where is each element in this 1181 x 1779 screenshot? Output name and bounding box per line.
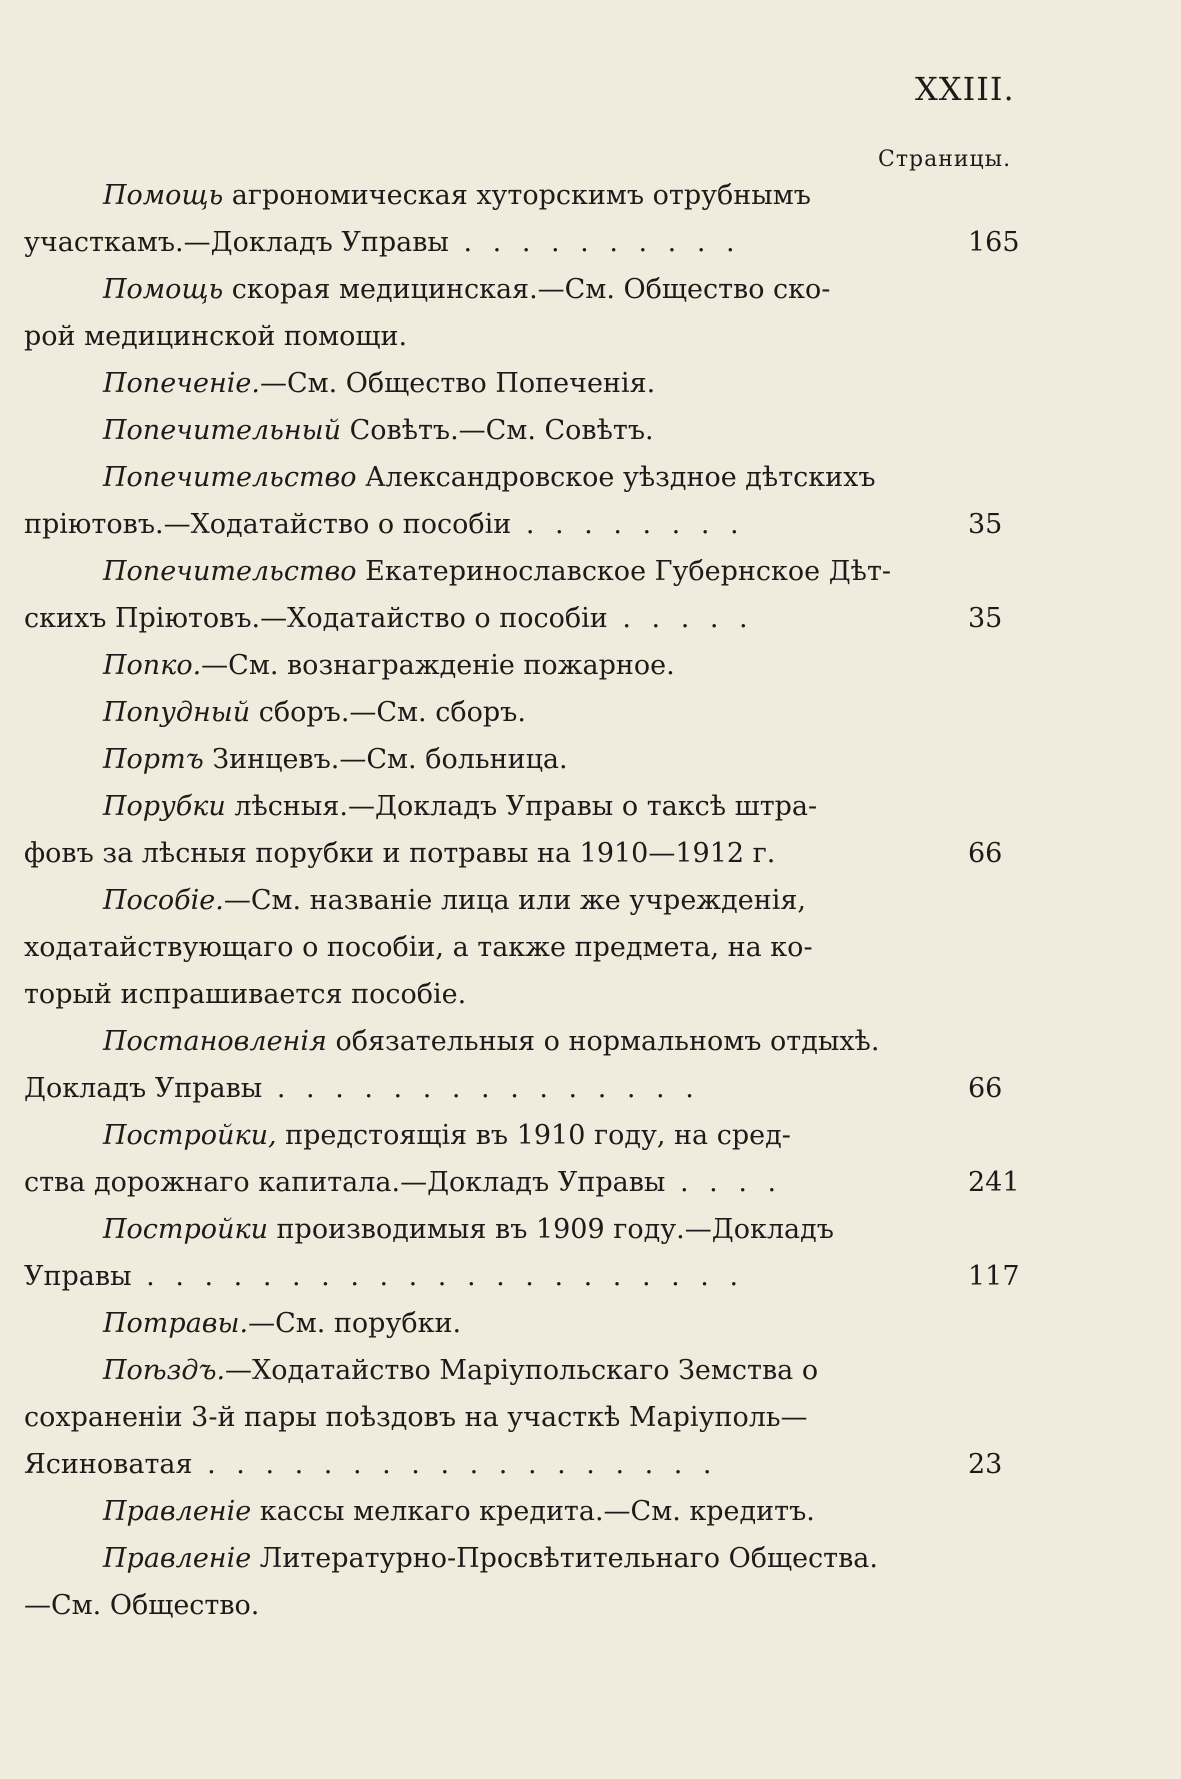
entry-text: ства дорожнаго капитала.—Докладъ Управы	[24, 1167, 666, 1198]
index-entry	[24, 266, 1024, 360]
index-entry	[24, 1488, 1024, 1535]
entry-line	[24, 1018, 1024, 1065]
entry-text: —См. Общество.	[24, 1590, 260, 1621]
entry-term: Попеченіе.	[103, 368, 260, 399]
entry-line	[24, 172, 1024, 219]
entry-term: Правленіе	[103, 1543, 252, 1574]
entry-line	[24, 1535, 1024, 1582]
entry-text: пріютовъ.—Ходатайство о пособіи	[24, 509, 512, 540]
page-reference: 165	[968, 227, 1020, 258]
page-number: XXIII.	[915, 70, 1015, 108]
entry-text: Совѣтъ.—См. Совѣтъ.	[341, 415, 654, 446]
index-entry	[24, 783, 1024, 877]
entry-text: Литературно-Просвѣтительнаго Общества.	[251, 1543, 878, 1574]
entry-text: производимыя въ 1909 году.—Докладъ	[267, 1214, 834, 1245]
entry-line	[24, 595, 1024, 642]
entry-term: Постановленія	[103, 1026, 327, 1057]
entry-line	[24, 313, 1024, 360]
entry-line	[24, 1394, 1024, 1441]
entry-text: Зинцевъ.—См. больница.	[203, 744, 568, 775]
entry-term: Помощь	[103, 180, 224, 211]
index-entry	[24, 1018, 1024, 1112]
entry-term: Постройки,	[103, 1120, 277, 1151]
entry-text: скорая медицинская.—См. Общество ско-	[223, 274, 831, 305]
entry-term: Помощь	[103, 274, 224, 305]
entry-text: предстоящія въ 1910 году, на сред-	[276, 1120, 791, 1151]
index-entry	[24, 1535, 1024, 1629]
entry-term: Попечительный	[103, 415, 341, 446]
entry-line	[24, 266, 1024, 313]
entry-line	[24, 1441, 1024, 1488]
entry-term: Порубки	[103, 791, 226, 822]
entry-line	[24, 783, 1024, 830]
entry-term: Попудный	[103, 697, 251, 728]
index-entry	[24, 360, 1024, 407]
entry-line	[24, 877, 1024, 924]
page-reference: 23	[968, 1449, 1003, 1480]
entry-text: обязательныя о нормальномъ отдыхѣ.	[326, 1026, 880, 1057]
entry-line	[24, 1112, 1024, 1159]
index-entry	[24, 1112, 1024, 1206]
entry-text: агрономическая хуторскимъ отрубнымъ	[223, 180, 811, 211]
entry-term: Пособіе.	[103, 885, 224, 916]
index-entries	[24, 172, 1024, 1629]
entry-text: —См. вознагражденіе пожарное.	[201, 650, 675, 681]
entry-term: Потравы.	[103, 1308, 249, 1339]
entry-term: Портъ	[103, 744, 204, 775]
entry-line	[24, 971, 1024, 1018]
index-entry	[24, 548, 1024, 642]
page-reference: 117	[968, 1261, 1020, 1292]
entry-line	[24, 407, 1024, 454]
entry-text: сборъ.—См. сборъ.	[250, 697, 526, 728]
entry-term: Попечительство	[103, 556, 357, 587]
entry-line	[24, 454, 1024, 501]
dot-leader: . . . . . . . . . . . . . . . . . .	[192, 1449, 718, 1480]
entry-line	[24, 501, 1024, 548]
entry-term: Постройки	[103, 1214, 268, 1245]
page-reference: 241	[968, 1167, 1020, 1198]
entry-line	[24, 924, 1024, 971]
entry-text: —См. порубки.	[248, 1308, 462, 1339]
index-entry	[24, 642, 1024, 689]
dot-leader: . . . . .	[607, 603, 754, 634]
dot-leader: . . . . . . . . . . . . . . . . . . . . .	[131, 1261, 745, 1292]
index-entry	[24, 172, 1024, 266]
entry-term: Правленіе	[103, 1496, 252, 1527]
entry-text: лѣсныя.—Докладъ Управы о таксѣ штра-	[225, 791, 818, 822]
index-entry	[24, 736, 1024, 783]
entry-text: Ясиноватая	[24, 1449, 193, 1480]
entry-line	[24, 219, 1024, 266]
index-entry	[24, 1206, 1024, 1300]
entry-term: Поѣздъ.	[103, 1355, 226, 1386]
index-entry	[24, 1347, 1024, 1488]
entry-text: Докладъ Управы	[24, 1073, 263, 1104]
entry-text: кассы мелкаго кредита.—См. кредитъ.	[251, 1496, 815, 1527]
page-reference: 35	[968, 509, 1003, 540]
entry-line	[24, 689, 1024, 736]
entry-line	[24, 1582, 1024, 1629]
page-reference: 66	[968, 1073, 1003, 1104]
index-entry	[24, 689, 1024, 736]
page-reference: 35	[968, 603, 1003, 634]
entry-line	[24, 1065, 1024, 1112]
entry-line	[24, 1206, 1024, 1253]
entry-line	[24, 736, 1024, 783]
entry-text: участкамъ.—Докладъ Управы	[24, 227, 449, 258]
entry-text: сохраненіи 3-й пары поѣздовъ на участкѣ Маріуполь—	[24, 1402, 808, 1433]
entry-line	[24, 1347, 1024, 1394]
entry-line	[24, 830, 1024, 877]
entry-term: Попко.	[103, 650, 202, 681]
entry-text: —См. Общество Попеченія.	[259, 368, 656, 399]
entry-text: фовъ за лѣсныя порубки и потравы на 1910—1912 г.	[24, 838, 776, 869]
entry-text: торый испрашивается пособіе.	[24, 979, 467, 1010]
entry-text: —Ходатайство Маріупольскаго Земства о	[225, 1355, 819, 1386]
pages-column-header: Страницы.	[878, 147, 1012, 172]
dot-leader: . . . . . . . .	[511, 509, 745, 540]
page-reference: 66	[968, 838, 1003, 869]
entry-line	[24, 360, 1024, 407]
entry-text: скихъ Пріютовъ.—Ходатайство о пособіи	[24, 603, 608, 634]
entry-text: —См. названіе лица или же учрежденія,	[223, 885, 806, 916]
entry-text: Екатеринославское Губернское Дѣт-	[356, 556, 892, 587]
entry-line	[24, 1300, 1024, 1347]
entry-text: Управы	[24, 1261, 132, 1292]
dot-leader: . . . . . . . . . .	[448, 227, 741, 258]
entry-text: ходатайствующаго о пособіи, а также предмета, на ко-	[24, 932, 813, 963]
dot-leader: . . . . . . . . . . . . . . .	[262, 1073, 700, 1104]
dot-leader: . . . .	[665, 1167, 783, 1198]
entry-line	[24, 1488, 1024, 1535]
entry-line	[24, 548, 1024, 595]
entry-line	[24, 1159, 1024, 1206]
entry-line	[24, 1253, 1024, 1300]
index-entry	[24, 454, 1024, 548]
index-entry	[24, 1300, 1024, 1347]
index-entry	[24, 407, 1024, 454]
entry-term: Попечительство	[103, 462, 357, 493]
index-entry	[24, 877, 1024, 1018]
entry-text: Александровское уѣздное дѣтскихъ	[356, 462, 876, 493]
entry-text: рой медицинской помощи.	[24, 321, 408, 352]
entry-line	[24, 642, 1024, 689]
